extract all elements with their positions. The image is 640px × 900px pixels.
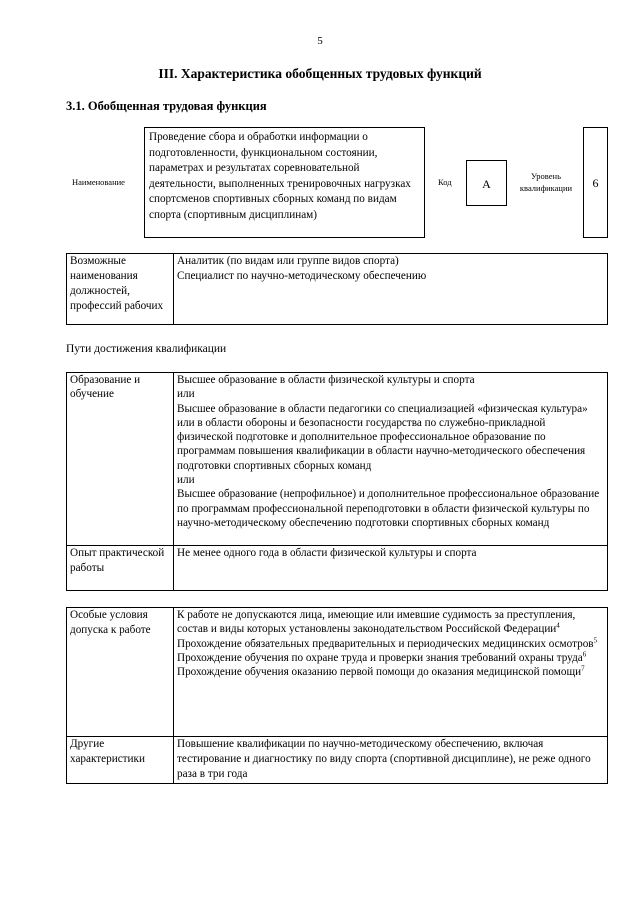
level-value: 6 [592, 176, 599, 190]
level-box [583, 127, 608, 238]
subsection-title: 3.1. Обобщенная трудовая функция [66, 99, 267, 113]
positions-table [66, 253, 608, 325]
education-label: Образование и обучение [67, 373, 174, 546]
education-line: или [177, 388, 195, 401]
admission-item: Прохождение обучения по охране труда и проверки знания требований охраны труда$^6$ [177, 650, 587, 664]
footnote-ref: 6 [582, 650, 587, 659]
pathways-title: Пути достижения квалификации [66, 343, 227, 355]
admission-item: Прохождение обязательных предварительных и периодических медицинских осмотров$^5$ [177, 635, 598, 650]
position-item: Аналитик (по видам или группе видов спорта) [177, 255, 399, 267]
code-label: Код [438, 177, 452, 187]
education-line: Высшее образование в области физической культуры и спорта [177, 374, 475, 386]
function-name-box [144, 127, 425, 238]
section-title: III. Характеристика обобщенных трудовых функций [158, 66, 482, 81]
admission-item: Прохождение обучения оказанию первой помощи до оказания медицинской помощи$^7$ [177, 664, 585, 679]
education-values [174, 373, 608, 546]
positions-label: Возможные наименования должностей, профессий рабочих [67, 254, 174, 325]
other-label: Другие характеристики [67, 737, 174, 784]
experience-label: Опыт практической работы [67, 546, 174, 591]
admission-item: К работе не допускаются лица, имеющие или имевшие судимость за преступления, состав и виды которых установлены законодательством Российской Федерации$^4$ [177, 609, 576, 636]
experience-value: Не менее одного года в области физической культуры и спорта [174, 546, 608, 591]
education-line: Высшее образование (непрофильное) и дополнительное профессиональное образование по программам профессиональной переподготовки в области физической культуры по научно-методическому обеспечению подготовки спортивных сборных команд [177, 488, 600, 529]
other-value: Повышение квалификации по научно-методическому обеспечению, включая тестирование и диагностику по виду спорта (спортивной дисциплине), не реже одного раза в три года [174, 737, 608, 784]
admission-label: Особые условия допуска к работе [67, 608, 174, 737]
positions-values [174, 254, 608, 325]
footnote-ref: 5 [593, 635, 598, 644]
education-line: Высшее образование в области педагогики со специализацией «физическая культура» или в области обороны и безопасности государства по служебно-прикладной физической подготовке и дополнительное профессиональное образование по программам повышения квалификации в области научно-методического обеспечения подготовки спортивных сборных команд [177, 402, 588, 472]
admission-values [174, 608, 608, 737]
name-label: Наименование [72, 177, 125, 187]
position-item: Специалист по научно-методическому обеспечению [177, 270, 427, 282]
code-value: A [482, 177, 491, 191]
footnote-ref: 7 [581, 664, 585, 673]
page-number: 5 [317, 35, 323, 47]
level-label: Уровень квалификации [519, 171, 573, 193]
footnote-ref: 4 [556, 621, 560, 630]
education-line: или [177, 474, 195, 487]
function-name-value: Проведение сбора и обработки информации о подготовленности, функциональном состоянии, параметрах и результатах соревновательной деятельности, выполненных тренировочных нагрузках спортсменов спортивных сборных команд по видам спорта (спортивным дисциплинам) [149, 131, 411, 221]
education-table [66, 372, 608, 591]
admission-table [66, 607, 608, 784]
code-box [466, 160, 507, 206]
